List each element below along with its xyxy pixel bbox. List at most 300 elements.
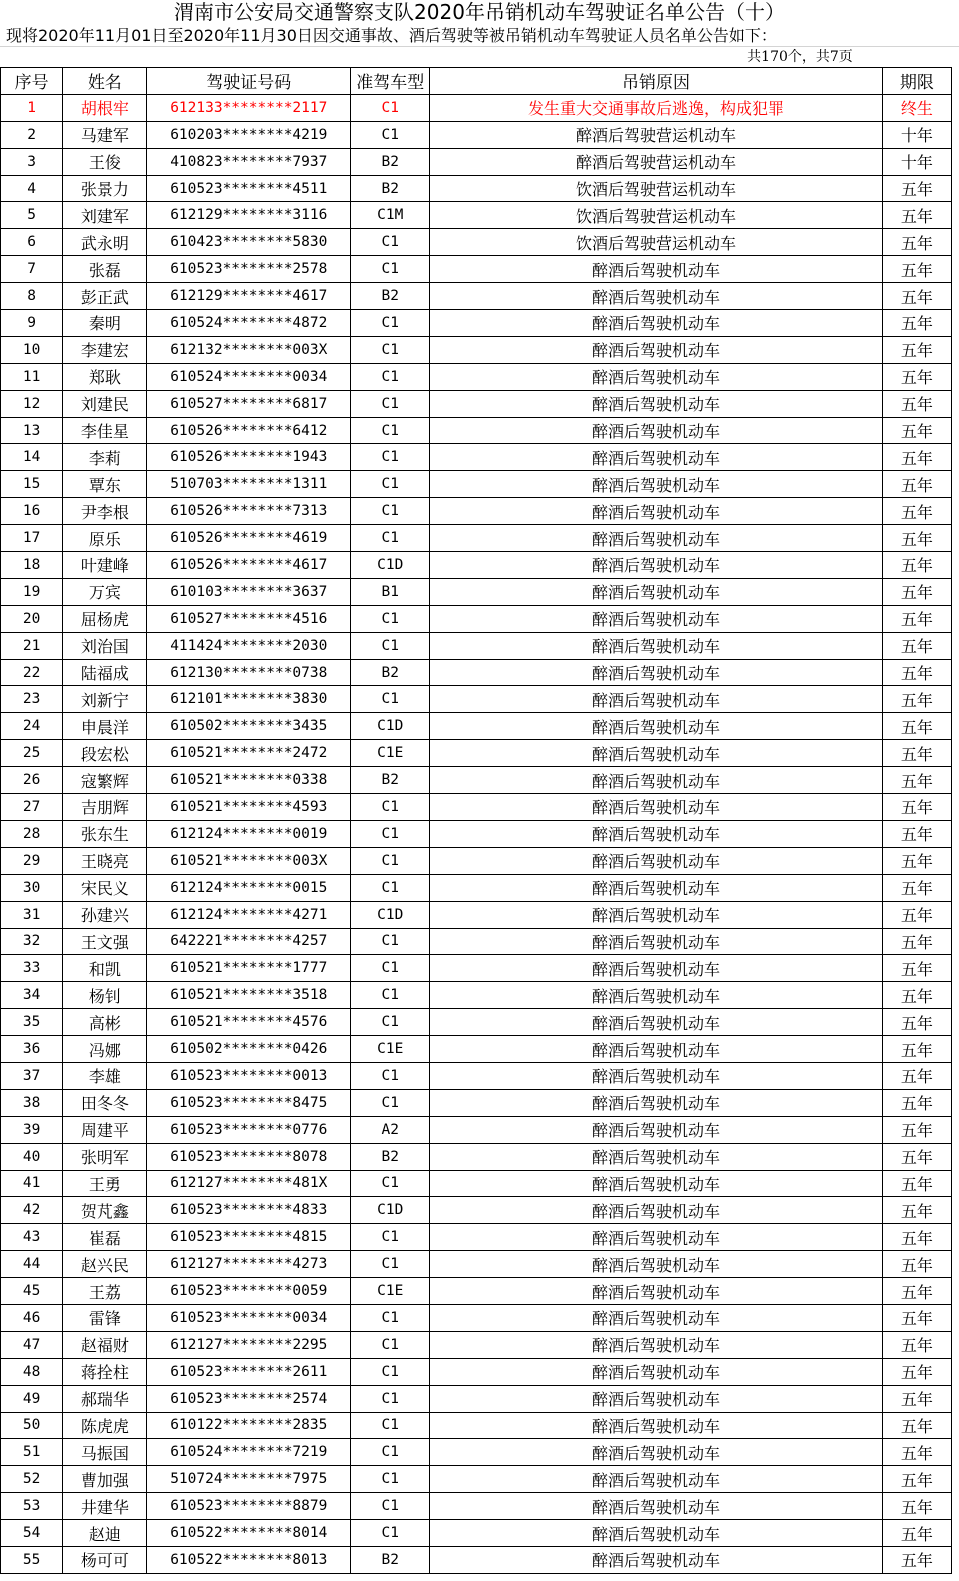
- cell-serial: 50: [1, 1412, 63, 1439]
- cell-name: 和凯: [63, 955, 147, 982]
- cell-serial: 52: [1, 1466, 63, 1493]
- cell-vehicle-class: C1: [351, 121, 430, 148]
- cell-serial: 35: [1, 1009, 63, 1036]
- cell-name: 秦明: [63, 310, 147, 337]
- cell-serial: 10: [1, 336, 63, 363]
- cell-term: 五年: [882, 578, 951, 605]
- cell-term: 五年: [882, 1331, 951, 1358]
- cell-serial: 2: [1, 121, 63, 148]
- cell-license-number: 610523********4815: [147, 1224, 351, 1251]
- cell-name: 陈虎虎: [63, 1412, 147, 1439]
- cell-license-number: 410823********7937: [147, 148, 351, 175]
- cell-serial: 32: [1, 928, 63, 955]
- cell-term: 五年: [882, 820, 951, 847]
- cell-vehicle-class: C1: [351, 982, 430, 1009]
- table-row: [1, 256, 952, 283]
- cell-name: 原乐: [63, 525, 147, 552]
- cell-reason: 醉酒后驾驶营运机动车: [430, 121, 882, 148]
- cell-name: 吉朋辉: [63, 794, 147, 821]
- cell-name: 寇繁辉: [63, 767, 147, 794]
- cell-name: 王晓亮: [63, 847, 147, 874]
- cell-serial: 23: [1, 686, 63, 713]
- cell-license-number: 612124********0015: [147, 874, 351, 901]
- cell-term: 五年: [882, 202, 951, 229]
- cell-term: 五年: [882, 417, 951, 444]
- cell-serial: 53: [1, 1493, 63, 1520]
- cell-name: 冯娜: [63, 1036, 147, 1063]
- cell-serial: 40: [1, 1143, 63, 1170]
- cell-serial: 20: [1, 605, 63, 632]
- cell-reason: 醉酒后驾驶机动车: [430, 498, 882, 525]
- cell-term: 五年: [882, 847, 951, 874]
- cell-license-number: 610523********2578: [147, 256, 351, 283]
- table-row: [1, 363, 952, 390]
- cell-name: 刘建军: [63, 202, 147, 229]
- cell-reason: 醉酒后驾驶机动车: [430, 1062, 882, 1089]
- table-body: [1, 94, 952, 1573]
- table-row: [1, 659, 952, 686]
- cell-term: 五年: [882, 1520, 951, 1547]
- cell-vehicle-class: C1: [351, 444, 430, 471]
- cell-term: 五年: [882, 1278, 951, 1305]
- table-row: [1, 94, 952, 121]
- cell-term: 五年: [882, 444, 951, 471]
- cell-term: 五年: [882, 1036, 951, 1063]
- cell-reason: 醉酒后驾驶机动车: [430, 310, 882, 337]
- cell-term: 五年: [882, 1304, 951, 1331]
- table-row: [1, 1116, 952, 1143]
- cell-vehicle-class: C1: [351, 256, 430, 283]
- header-name: 姓名: [63, 68, 147, 95]
- cell-vehicle-class: C1: [351, 1493, 430, 1520]
- table-row: [1, 578, 952, 605]
- cell-license-number: 612124********4271: [147, 901, 351, 928]
- cell-serial: 28: [1, 820, 63, 847]
- cell-vehicle-class: C1: [351, 336, 430, 363]
- cell-term: 五年: [882, 229, 951, 256]
- cell-reason: 醉酒后驾驶机动车: [430, 767, 882, 794]
- cell-license-number: 610526********4617: [147, 552, 351, 579]
- cell-license-number: 610526********4619: [147, 525, 351, 552]
- cell-reason: 醉酒后驾驶机动车: [430, 713, 882, 740]
- cell-license-number: 612127********481X: [147, 1170, 351, 1197]
- header-reason: 吊销原因: [430, 68, 882, 95]
- table-row: [1, 1466, 952, 1493]
- cell-serial: 49: [1, 1385, 63, 1412]
- table-row: [1, 175, 952, 202]
- document-subtitle: 现将2020年11月01日至2020年11月30日因交通事故、酒后驾驶等被吊销机动车驾驶证人员名单公告如下：: [6, 26, 777, 45]
- cell-term: 五年: [882, 363, 951, 390]
- cell-term: 五年: [882, 928, 951, 955]
- cell-vehicle-class: C1: [351, 955, 430, 982]
- cell-name: 周建平: [63, 1116, 147, 1143]
- cell-vehicle-class: C1: [351, 1062, 430, 1089]
- cell-vehicle-class: C1: [351, 1009, 430, 1036]
- cell-reason: 醉酒后驾驶机动车: [430, 1224, 882, 1251]
- cell-vehicle-class: C1: [351, 525, 430, 552]
- cell-vehicle-class: C1: [351, 1089, 430, 1116]
- cell-serial: 16: [1, 498, 63, 525]
- cell-term: 五年: [882, 471, 951, 498]
- cell-license-number: 612127********4273: [147, 1251, 351, 1278]
- table-row: [1, 283, 952, 310]
- cell-term: 五年: [882, 713, 951, 740]
- cell-serial: 9: [1, 310, 63, 337]
- cell-name: 马建军: [63, 121, 147, 148]
- cell-license-number: 612124********0019: [147, 820, 351, 847]
- cell-name: 孙建兴: [63, 901, 147, 928]
- cell-name: 高彬: [63, 1009, 147, 1036]
- cell-term: 五年: [882, 1224, 951, 1251]
- cell-term: 五年: [882, 1466, 951, 1493]
- cell-license-number: 610521********3518: [147, 982, 351, 1009]
- cell-name: 刘治国: [63, 632, 147, 659]
- cell-reason: 饮酒后驾驶营运机动车: [430, 229, 882, 256]
- table-row: [1, 1520, 952, 1547]
- cell-license-number: 610521********0338: [147, 767, 351, 794]
- cell-serial: 6: [1, 229, 63, 256]
- table-row: [1, 874, 952, 901]
- cell-term: 五年: [882, 955, 951, 982]
- cell-name: 赵迪: [63, 1520, 147, 1547]
- cell-name: 郝瑞华: [63, 1385, 147, 1412]
- cell-serial: 19: [1, 578, 63, 605]
- cell-serial: 38: [1, 1089, 63, 1116]
- cell-license-number: 612101********3830: [147, 686, 351, 713]
- table-row: [1, 1412, 952, 1439]
- cell-vehicle-class: C1: [351, 1412, 430, 1439]
- cell-vehicle-class: B2: [351, 1546, 430, 1573]
- cell-term: 五年: [882, 659, 951, 686]
- table-row: [1, 982, 952, 1009]
- cell-reason: 醉酒后驾驶机动车: [430, 1385, 882, 1412]
- cell-reason: 醉酒后驾驶机动车: [430, 578, 882, 605]
- cell-term: 五年: [882, 901, 951, 928]
- cell-vehicle-class: C1: [351, 605, 430, 632]
- cell-name: 王荔: [63, 1278, 147, 1305]
- cell-term: 五年: [882, 256, 951, 283]
- cell-term: 五年: [882, 767, 951, 794]
- cell-name: 武永明: [63, 229, 147, 256]
- cell-name: 曹加强: [63, 1466, 147, 1493]
- cell-term: 五年: [882, 1170, 951, 1197]
- cell-term: 五年: [882, 1143, 951, 1170]
- cell-reason: 醉酒后驾驶机动车: [430, 1278, 882, 1305]
- cell-name: 雷锋: [63, 1304, 147, 1331]
- table-row: [1, 444, 952, 471]
- record-count: 共170个，共7页: [747, 49, 853, 65]
- cell-term: 五年: [882, 1385, 951, 1412]
- cell-vehicle-class: C1: [351, 632, 430, 659]
- cell-serial: 4: [1, 175, 63, 202]
- cell-serial: 43: [1, 1224, 63, 1251]
- cell-serial: 36: [1, 1036, 63, 1063]
- cell-reason: 醉酒后驾驶机动车: [430, 874, 882, 901]
- cell-name: 赵兴民: [63, 1251, 147, 1278]
- cell-license-number: 510703********1311: [147, 471, 351, 498]
- table-row: [1, 229, 952, 256]
- table-row: [1, 121, 952, 148]
- cell-vehicle-class: C1: [351, 1170, 430, 1197]
- header-license-number: 驾驶证号码: [147, 68, 351, 95]
- cell-license-number: 610527********6817: [147, 390, 351, 417]
- cell-vehicle-class: B2: [351, 283, 430, 310]
- cell-license-number: 610523********4511: [147, 175, 351, 202]
- cell-name: 李莉: [63, 444, 147, 471]
- cell-serial: 7: [1, 256, 63, 283]
- cell-serial: 24: [1, 713, 63, 740]
- cell-license-number: 610521********4576: [147, 1009, 351, 1036]
- table-row: [1, 767, 952, 794]
- cell-reason: 醉酒后驾驶机动车: [430, 982, 882, 1009]
- cell-reason: 醉酒后驾驶机动车: [430, 901, 882, 928]
- table-row: [1, 901, 952, 928]
- cell-vehicle-class: C1: [351, 1358, 430, 1385]
- cell-term: 五年: [882, 686, 951, 713]
- cell-serial: 3: [1, 148, 63, 175]
- cell-serial: 17: [1, 525, 63, 552]
- cell-name: 宋民义: [63, 874, 147, 901]
- cell-vehicle-class: B2: [351, 1143, 430, 1170]
- table-row: [1, 713, 952, 740]
- cell-vehicle-class: C1: [351, 390, 430, 417]
- cell-vehicle-class: C1: [351, 1251, 430, 1278]
- cell-term: 五年: [882, 605, 951, 632]
- cell-name: 王文强: [63, 928, 147, 955]
- cell-license-number: 610526********6412: [147, 417, 351, 444]
- table-row: [1, 1358, 952, 1385]
- cell-name: 王勇: [63, 1170, 147, 1197]
- cell-serial: 21: [1, 632, 63, 659]
- cell-serial: 51: [1, 1439, 63, 1466]
- cell-reason: 醉酒后驾驶机动车: [430, 1331, 882, 1358]
- cell-license-number: 610521********003X: [147, 847, 351, 874]
- cell-name: 张东生: [63, 820, 147, 847]
- cell-term: 五年: [882, 283, 951, 310]
- table-row: [1, 1304, 952, 1331]
- cell-serial: 15: [1, 471, 63, 498]
- table-row: [1, 1197, 952, 1224]
- cell-serial: 44: [1, 1251, 63, 1278]
- cell-license-number: 610521********1777: [147, 955, 351, 982]
- cell-name: 李雄: [63, 1062, 147, 1089]
- cell-license-number: 510724********7975: [147, 1466, 351, 1493]
- table-row: [1, 740, 952, 767]
- cell-term: 五年: [882, 1439, 951, 1466]
- table-row: [1, 686, 952, 713]
- cell-license-number: 642221********4257: [147, 928, 351, 955]
- cell-license-number: 411424********2030: [147, 632, 351, 659]
- cell-reason: 醉酒后驾驶机动车: [430, 847, 882, 874]
- cell-reason: 醉酒后驾驶机动车: [430, 928, 882, 955]
- cell-license-number: 610502********0426: [147, 1036, 351, 1063]
- table-row: [1, 498, 952, 525]
- cell-name: 井建华: [63, 1493, 147, 1520]
- cell-name: 田冬冬: [63, 1089, 147, 1116]
- cell-reason: 醉酒后驾驶机动车: [430, 1412, 882, 1439]
- cell-term: 五年: [882, 310, 951, 337]
- cell-license-number: 610203********4219: [147, 121, 351, 148]
- cell-reason: 醉酒后驾驶机动车: [430, 1546, 882, 1573]
- cell-name: 覃东: [63, 471, 147, 498]
- cell-term: 五年: [882, 498, 951, 525]
- cell-license-number: 610103********3637: [147, 578, 351, 605]
- cell-reason: 醉酒后驾驶机动车: [430, 444, 882, 471]
- cell-license-number: 610521********4593: [147, 794, 351, 821]
- cell-reason: 醉酒后驾驶机动车: [430, 740, 882, 767]
- cell-vehicle-class: C1: [351, 847, 430, 874]
- cell-license-number: 612133********2117: [147, 94, 351, 121]
- cell-serial: 33: [1, 955, 63, 982]
- cell-reason: 醉酒后驾驶机动车: [430, 1439, 882, 1466]
- cell-license-number: 610524********7219: [147, 1439, 351, 1466]
- cell-name: 郑耿: [63, 363, 147, 390]
- cell-vehicle-class: C1: [351, 1520, 430, 1547]
- cell-license-number: 610522********8014: [147, 1520, 351, 1547]
- cell-term: 五年: [882, 794, 951, 821]
- cell-reason: 醉酒后驾驶机动车: [430, 471, 882, 498]
- cell-name: 张明军: [63, 1143, 147, 1170]
- table-row: [1, 1331, 952, 1358]
- cell-serial: 41: [1, 1170, 63, 1197]
- cell-vehicle-class: C1: [351, 928, 430, 955]
- cell-term: 五年: [882, 390, 951, 417]
- cell-license-number: 610523********0776: [147, 1116, 351, 1143]
- table-row: [1, 605, 952, 632]
- cell-vehicle-class: B1: [351, 578, 430, 605]
- cell-name: 马振国: [63, 1439, 147, 1466]
- cell-vehicle-class: C1D: [351, 901, 430, 928]
- cell-reason: 醉酒后驾驶机动车: [430, 605, 882, 632]
- cell-vehicle-class: C1: [351, 820, 430, 847]
- table-row: [1, 632, 952, 659]
- cell-serial: 55: [1, 1546, 63, 1573]
- cell-serial: 39: [1, 1116, 63, 1143]
- cell-reason: 醉酒后驾驶营运机动车: [430, 148, 882, 175]
- cell-name: 叶建峰: [63, 552, 147, 579]
- cell-term: 五年: [882, 1116, 951, 1143]
- cell-vehicle-class: B2: [351, 148, 430, 175]
- cell-reason: 醉酒后驾驶机动车: [430, 1251, 882, 1278]
- cell-license-number: 610523********8879: [147, 1493, 351, 1520]
- cell-reason: 发生重大交通事故后逃逸，构成犯罪: [430, 94, 882, 121]
- cell-serial: 48: [1, 1358, 63, 1385]
- cell-reason: 醉酒后驾驶机动车: [430, 686, 882, 713]
- cell-vehicle-class: C1: [351, 1439, 430, 1466]
- cell-reason: 醉酒后驾驶机动车: [430, 1520, 882, 1547]
- cell-vehicle-class: C1: [351, 310, 430, 337]
- cell-license-number: 610524********0034: [147, 363, 351, 390]
- cell-reason: 醉酒后驾驶机动车: [430, 283, 882, 310]
- cell-reason: 醉酒后驾驶机动车: [430, 552, 882, 579]
- cell-serial: 37: [1, 1062, 63, 1089]
- table-row: [1, 1546, 952, 1573]
- cell-term: 五年: [882, 1009, 951, 1036]
- cell-reason: 醉酒后驾驶机动车: [430, 1304, 882, 1331]
- cell-license-number: 610521********2472: [147, 740, 351, 767]
- cell-license-number: 610523********0034: [147, 1304, 351, 1331]
- cell-serial: 5: [1, 202, 63, 229]
- table-row: [1, 1089, 952, 1116]
- cell-name: 刘建民: [63, 390, 147, 417]
- cell-term: 五年: [882, 175, 951, 202]
- cell-license-number: 610524********4872: [147, 310, 351, 337]
- cell-license-number: 610522********8013: [147, 1546, 351, 1573]
- cell-serial: 45: [1, 1278, 63, 1305]
- cell-name: 李建宏: [63, 336, 147, 363]
- cell-license-number: 610526********1943: [147, 444, 351, 471]
- cell-vehicle-class: C1: [351, 363, 430, 390]
- cell-vehicle-class: C1D: [351, 1197, 430, 1224]
- cell-vehicle-class: A2: [351, 1116, 430, 1143]
- cell-vehicle-class: C1: [351, 94, 430, 121]
- cell-license-number: 610523********2574: [147, 1385, 351, 1412]
- cell-reason: 醉酒后驾驶机动车: [430, 417, 882, 444]
- cell-license-number: 610423********5830: [147, 229, 351, 256]
- cell-vehicle-class: C1: [351, 417, 430, 444]
- cell-vehicle-class: C1E: [351, 1036, 430, 1063]
- cell-reason: 醉酒后驾驶机动车: [430, 336, 882, 363]
- cell-name: 胡根牢: [63, 94, 147, 121]
- cell-name: 崔磊: [63, 1224, 147, 1251]
- cell-name: 贺芃鑫: [63, 1197, 147, 1224]
- cell-serial: 26: [1, 767, 63, 794]
- table-row: [1, 390, 952, 417]
- cell-vehicle-class: C1: [351, 229, 430, 256]
- cell-license-number: 612129********3116: [147, 202, 351, 229]
- cell-serial: 12: [1, 390, 63, 417]
- cell-license-number: 610523********8078: [147, 1143, 351, 1170]
- table-row: [1, 417, 952, 444]
- header-serial: 序号: [1, 68, 63, 95]
- cell-vehicle-class: C1: [351, 686, 430, 713]
- cell-vehicle-class: B2: [351, 659, 430, 686]
- cell-name: 万宾: [63, 578, 147, 605]
- cell-serial: 42: [1, 1197, 63, 1224]
- cell-serial: 54: [1, 1520, 63, 1547]
- cell-serial: 22: [1, 659, 63, 686]
- cell-vehicle-class: C1M: [351, 202, 430, 229]
- table-row: [1, 552, 952, 579]
- table-row: [1, 794, 952, 821]
- cell-term: 五年: [882, 740, 951, 767]
- header-vehicle-class: 准驾车型: [351, 68, 430, 95]
- cell-reason: 醉酒后驾驶机动车: [430, 1116, 882, 1143]
- cell-reason: 醉酒后驾驶机动车: [430, 1009, 882, 1036]
- cell-name: 尹李根: [63, 498, 147, 525]
- cell-term: 五年: [882, 874, 951, 901]
- cell-term: 五年: [882, 1251, 951, 1278]
- table-row: [1, 847, 952, 874]
- table-row: [1, 1009, 952, 1036]
- cell-reason: 醉酒后驾驶机动车: [430, 1197, 882, 1224]
- cell-serial: 34: [1, 982, 63, 1009]
- divider: [0, 46, 959, 47]
- cell-reason: 醉酒后驾驶机动车: [430, 955, 882, 982]
- cell-reason: 醉酒后驾驶机动车: [430, 1466, 882, 1493]
- cell-vehicle-class: C1E: [351, 740, 430, 767]
- cell-term: 五年: [882, 1493, 951, 1520]
- cell-license-number: 612127********2295: [147, 1331, 351, 1358]
- table-header-row: [1, 68, 952, 95]
- cell-name: 段宏松: [63, 740, 147, 767]
- cell-name: 赵福财: [63, 1331, 147, 1358]
- cell-term: 终生: [882, 94, 951, 121]
- cell-vehicle-class: C1: [351, 1331, 430, 1358]
- cell-term: 五年: [882, 1197, 951, 1224]
- table-row: [1, 525, 952, 552]
- cell-term: 五年: [882, 1546, 951, 1573]
